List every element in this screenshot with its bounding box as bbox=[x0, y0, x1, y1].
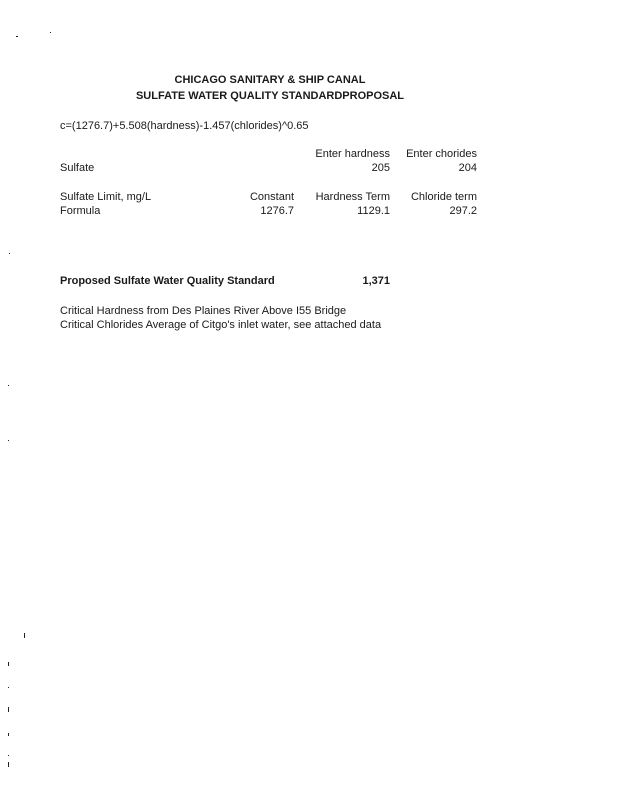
note-chlorides: Critical Chlorides Average of Citgo's inlet water, see attached data bbox=[60, 319, 382, 331]
chloride-term-value: 297.2 bbox=[449, 205, 477, 217]
header-title: CHICAGO SANITARY & SHIP CANAL bbox=[174, 74, 366, 86]
proposed-standard-value: 1,371 bbox=[362, 275, 390, 287]
scan-speck bbox=[8, 662, 9, 666]
scan-speck bbox=[8, 762, 9, 767]
hardness-term-label: Hardness Term bbox=[315, 191, 390, 203]
hardness-input-value: 205 bbox=[371, 162, 390, 174]
scan-speck bbox=[8, 687, 9, 688]
scan-speck bbox=[50, 32, 51, 33]
enter-chlorides-label: Enter chorides bbox=[406, 148, 477, 160]
proposed-standard-label: Proposed Sulfate Water Quality Standard bbox=[60, 275, 275, 287]
scan-speck bbox=[8, 733, 9, 736]
enter-hardness-label: Enter hardness bbox=[315, 148, 390, 160]
scan-speck bbox=[8, 755, 9, 756]
note-hardness: Critical Hardness from Des Plaines River Above I55 Bridge bbox=[60, 305, 347, 317]
scan-speck bbox=[8, 440, 9, 441]
chloride-term-label: Chloride term bbox=[410, 191, 477, 203]
chlorides-input-value: 204 bbox=[458, 162, 477, 174]
sulfate-equation: c=(1276.7)+5.508(hardness)-1.457(chlorides)^0.65 bbox=[60, 120, 309, 132]
header-subtitle: SULFATE WATER QUALITY STANDARDPROPOSAL bbox=[135, 90, 405, 102]
scan-speck bbox=[9, 253, 10, 254]
scan-speck bbox=[24, 633, 25, 638]
constant-label: Constant bbox=[249, 191, 294, 203]
scan-speck bbox=[8, 385, 9, 386]
sulfate-limit-label: Sulfate Limit, mg/L bbox=[60, 191, 152, 203]
hardness-term-value: 1129.1 bbox=[357, 205, 390, 217]
scan-speck bbox=[8, 707, 9, 712]
formula-label: Formula bbox=[60, 205, 101, 217]
sulfate-row-label: Sulfate bbox=[60, 162, 95, 174]
scan-speck bbox=[16, 36, 18, 37]
constant-value: 1276.7 bbox=[260, 205, 294, 217]
